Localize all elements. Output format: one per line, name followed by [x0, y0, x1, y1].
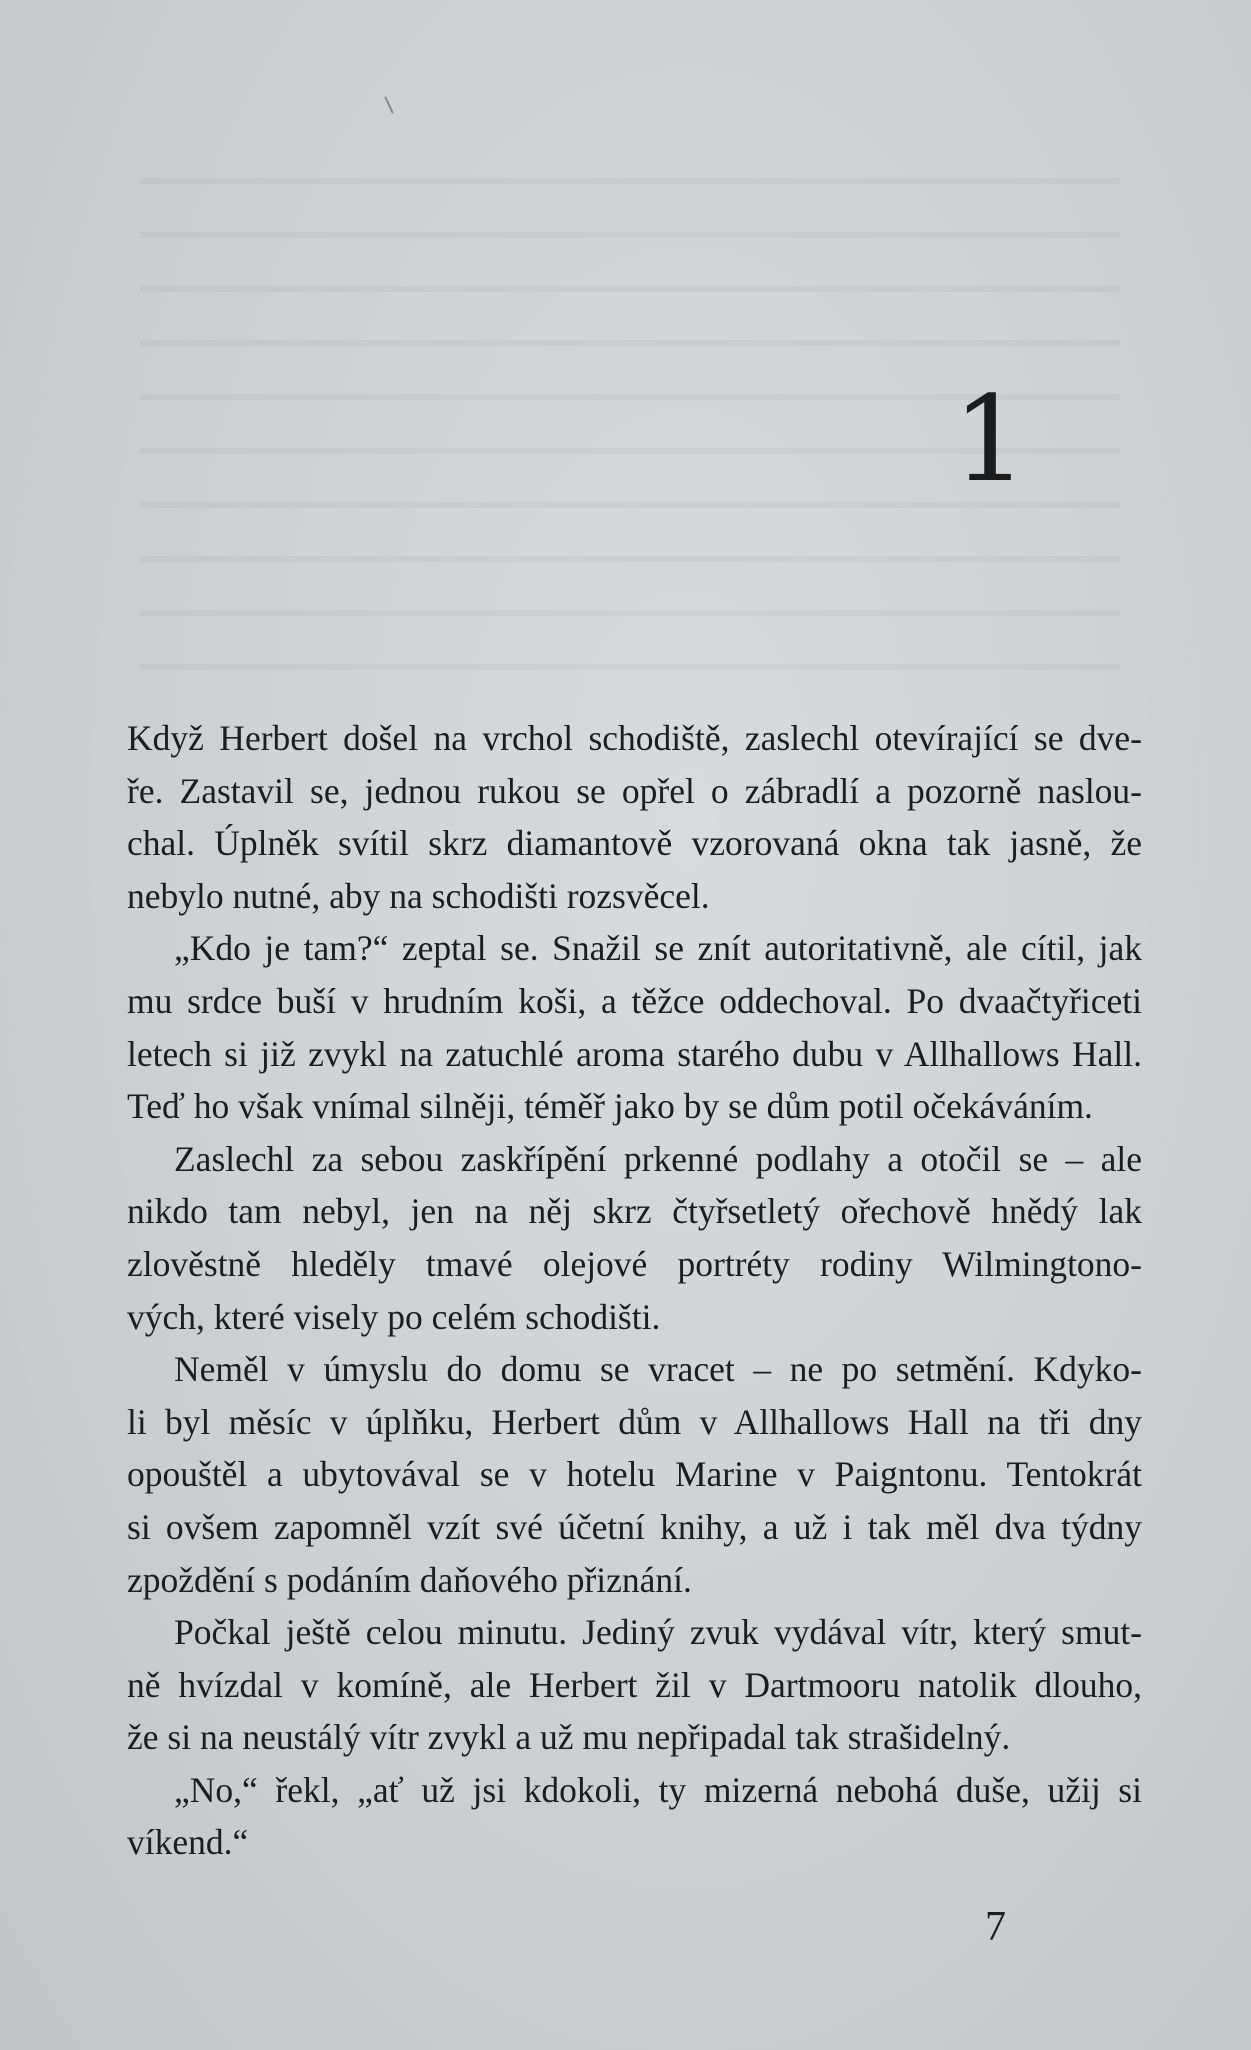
text-line: li byl měsíc v úplňku, Herbert dům v Allhallows Hall na tři dny: [127, 1401, 1142, 1442]
text-line: zpoždění s podáním daňového přiznání.: [127, 1559, 692, 1600]
text-line: nikdo tam nebyl, jen na něj skrz čtyřsetletý ořechově hnědý lak: [127, 1191, 1142, 1232]
text-line: Když Herbert došel na vrchol schodiště, zaslechl otevírající se dve-: [127, 718, 1142, 758]
text-line: víkend.“: [127, 1822, 249, 1863]
text-line: chal. Úplněk svítil skrz diamantově vzorovaná okna tak jasně, že: [127, 823, 1142, 864]
text-line: Teď ho však vnímal silněji, téměř jako by se dům potil očekáváním.: [127, 1086, 1093, 1127]
text-line: ře. Zastavil se, jednou rukou se opřel o zábradlí a pozorně naslou-: [127, 770, 1142, 811]
text-line: Zaslechl za sebou zaskřípění prkenné podlahy a otočil se – ale: [174, 1138, 1142, 1179]
text-line: vých, které visely po celém schodišti.: [127, 1296, 661, 1337]
text-line: zlověstně hleděly tmavé olejové portréty rodiny Wilmingtono-: [127, 1243, 1142, 1284]
paper-speck: [384, 96, 393, 113]
page-number: 7: [985, 1904, 1006, 1950]
text-line: letech si již zvykl na zatuchlé aroma starého dubu v Allhallows Hall.: [127, 1033, 1142, 1074]
text-line: „No,“ řekl, „ať už jsi kdokoli, ty mizerná nebohá duše, užij si: [174, 1769, 1142, 1810]
text-line: ně hvízdal v komíně, ale Herbert žil v Dartmooru natolik dlouho,: [127, 1664, 1142, 1705]
text-line: nebylo nutné, aby na schodišti rozsvěcel.: [127, 875, 710, 916]
text-line: mu srdce buší v hrudním koši, a těžce oddechoval. Po dvaačtyřiceti: [127, 980, 1142, 1021]
text-line: že si na neustálý vítr zvykl a už mu nepřipadal tak strašidelný.: [127, 1717, 1011, 1758]
text-line: „Kdo je tam?“ zeptal se. Snažil se znít autoritativně, ale cítil, jak: [174, 928, 1142, 969]
text-line: Neměl v úmyslu do domu se vracet – ne po setmění. Kdyko-: [174, 1349, 1142, 1390]
text-line: si ovšem zapomněl vzít své účetní knihy, a už i tak měl dva týdny: [127, 1506, 1142, 1547]
chapter-number: 1: [952, 370, 1028, 508]
chapter-body: [127, 712, 1142, 1869]
text-line: opouštěl a ubytovával se v hotelu Marine v Paigntonu. Tentokrát: [127, 1454, 1142, 1495]
text-line: Počkal ještě celou minutu. Jediný zvuk vydával vítr, který smut-: [174, 1612, 1142, 1653]
